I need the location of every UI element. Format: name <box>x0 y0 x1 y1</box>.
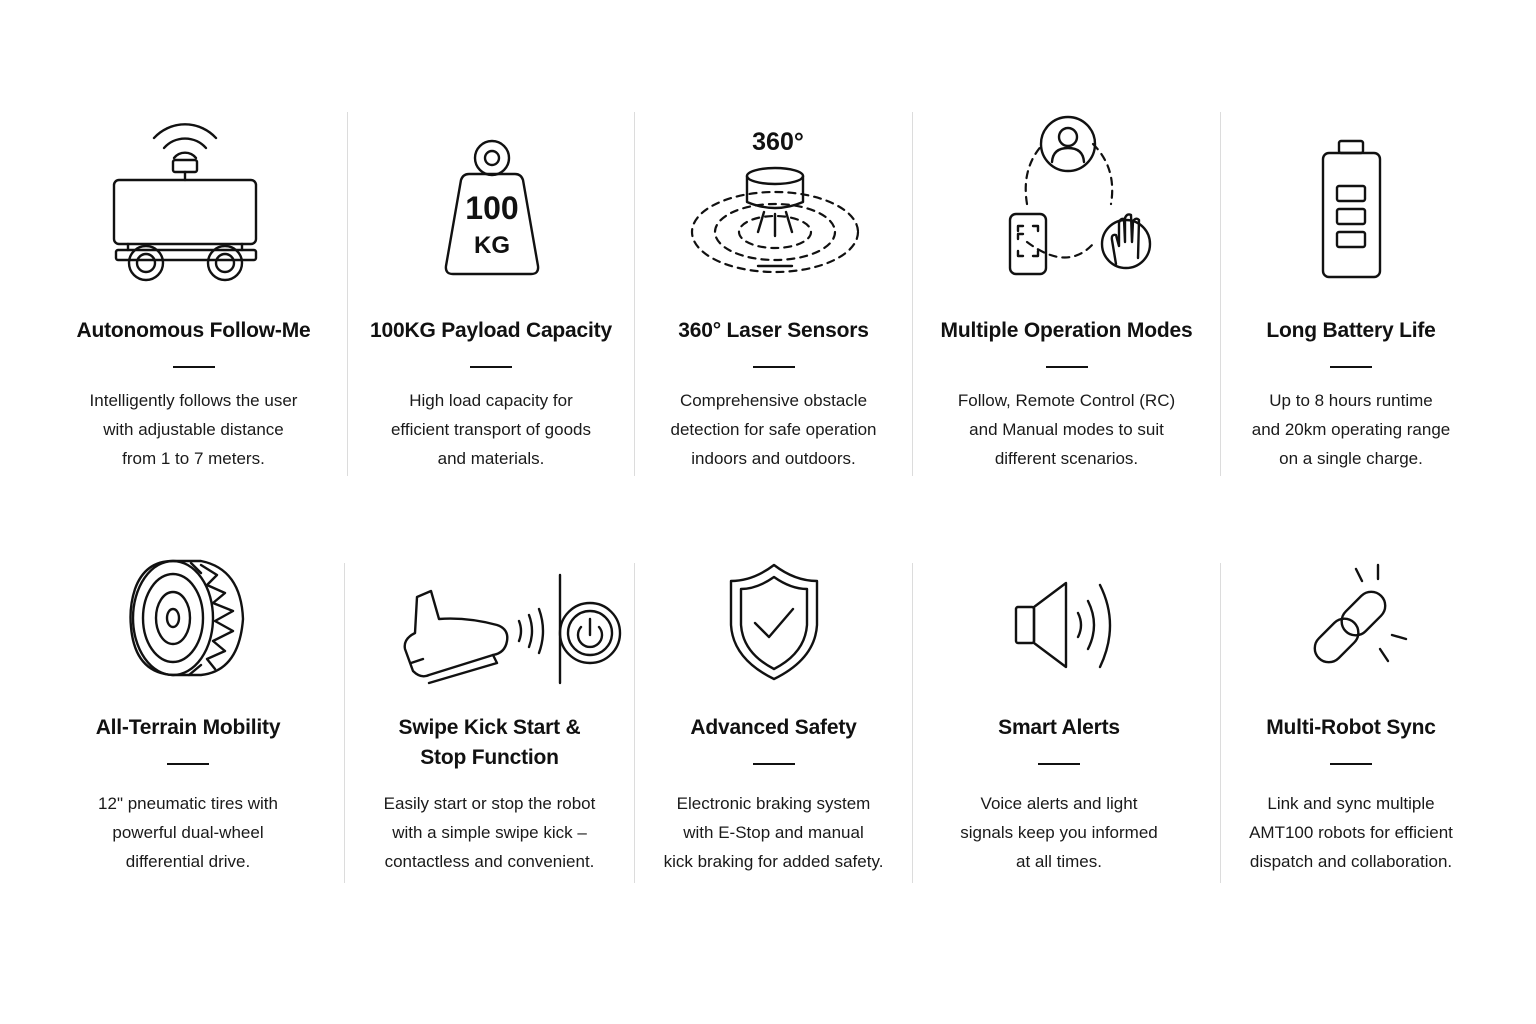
title-underline <box>1330 366 1372 368</box>
feature-card-multi-robot-sync <box>1221 555 1481 885</box>
feature-row-2 <box>0 555 1536 885</box>
robot-cart-wifi-icon <box>94 108 294 288</box>
battery-icon <box>1251 108 1451 288</box>
link-icon <box>1236 555 1466 685</box>
desc-line: different scenarios. <box>994 449 1139 468</box>
feature-description <box>913 789 1205 876</box>
feature-title: Multiple Operation Modes <box>940 319 1193 342</box>
feature-card-all-terrain <box>40 555 336 885</box>
desc-line: and 20km operating range <box>1251 420 1451 439</box>
feature-card-laser <box>635 100 912 480</box>
operation-modes-icon <box>967 108 1167 288</box>
desc-line: with a simple swipe kick – <box>392 823 587 842</box>
feature-row-1 <box>0 100 1536 480</box>
feature-description <box>40 789 336 876</box>
speaker-icon <box>944 555 1174 685</box>
desc-line: signals keep you informed <box>960 823 1158 842</box>
desc-line: Intelligently follows the user <box>89 391 298 410</box>
feature-card-operation-modes <box>913 100 1220 480</box>
desc-line: from 1 to 7 meters. <box>122 449 265 468</box>
desc-line: and materials. <box>437 449 545 468</box>
desc-line: on a single charge. <box>1279 449 1423 468</box>
title-underline <box>1330 763 1372 765</box>
feature-description <box>1221 789 1481 876</box>
feature-title: 100KG Payload Capacity <box>370 319 612 342</box>
feature-description <box>913 386 1220 473</box>
feature-card-battery <box>1221 100 1481 480</box>
title-underline <box>167 763 209 765</box>
title-line: Stop Function <box>420 746 559 769</box>
weight-unit-text: KG <box>474 232 510 259</box>
desc-line: Easily start or stop the robot <box>383 794 596 813</box>
feature-card-follow-me <box>40 100 347 480</box>
feature-description <box>1221 386 1481 473</box>
desc-line: Follow, Remote Control (RC) <box>957 391 1176 410</box>
desc-line: Up to 8 hours runtime <box>1269 391 1433 410</box>
title-underline <box>173 366 215 368</box>
desc-line: AMT100 robots for efficient <box>1249 823 1453 842</box>
feature-description <box>40 386 347 473</box>
desc-line: at all times. <box>1016 852 1102 871</box>
desc-line: Comprehensive obstacle <box>679 391 868 410</box>
feature-card-smart-alerts <box>913 555 1205 885</box>
feature-title: Long Battery Life <box>1266 319 1436 342</box>
feature-description <box>635 386 912 473</box>
desc-line: contactless and convenient. <box>384 852 595 871</box>
title-underline <box>1038 763 1080 765</box>
desc-line: detection for safe operation <box>670 420 877 439</box>
desc-line: differential drive. <box>125 852 251 871</box>
title-underline <box>753 366 795 368</box>
feature-card-swipe-kick <box>345 555 634 885</box>
weight-icon <box>391 108 591 288</box>
desc-line: powerful dual-wheel <box>112 823 264 842</box>
title-underline <box>470 366 512 368</box>
feature-card-safety <box>635 555 912 885</box>
desc-line: Voice alerts and light <box>980 794 1138 813</box>
desc-line: and Manual modes to suit <box>969 420 1164 439</box>
desc-line: Electronic braking system <box>676 794 871 813</box>
desc-line: Link and sync multiple <box>1267 794 1435 813</box>
desc-line: High load capacity for <box>409 391 573 410</box>
lidar-sensor-icon <box>674 108 874 288</box>
feature-title: Autonomous Follow-Me <box>76 319 311 342</box>
desc-line: with E-Stop and manual <box>683 823 864 842</box>
desc-line: kick braking for added safety. <box>663 852 884 871</box>
kick-power-icon <box>375 555 605 685</box>
title-line: Swipe Kick Start & <box>398 716 581 739</box>
degree-label: 360° <box>751 128 804 156</box>
feature-title: Advanced Safety <box>690 716 857 739</box>
feature-description <box>348 386 634 473</box>
title-underline <box>753 763 795 765</box>
desc-line: dispatch and collaboration. <box>1249 852 1453 871</box>
weight-value-text: 100 <box>465 190 519 226</box>
desc-line: indoors and outdoors. <box>691 449 856 468</box>
feature-description <box>635 789 912 876</box>
desc-line: 12" pneumatic tires with <box>98 794 278 813</box>
feature-title: Multi-Robot Sync <box>1266 716 1436 739</box>
tire-icon <box>73 555 303 685</box>
desc-line: with adjustable distance <box>103 420 284 439</box>
feature-title: All-Terrain Mobility <box>95 716 281 739</box>
title-underline <box>1046 366 1088 368</box>
feature-title: 360° Laser Sensors <box>678 319 869 342</box>
feature-description <box>345 789 634 876</box>
desc-line: efficient transport of goods <box>390 420 592 439</box>
feature-card-payload <box>348 100 634 480</box>
feature-title <box>345 713 634 773</box>
shield-check-icon <box>659 555 889 685</box>
feature-title: Smart Alerts <box>998 716 1120 739</box>
